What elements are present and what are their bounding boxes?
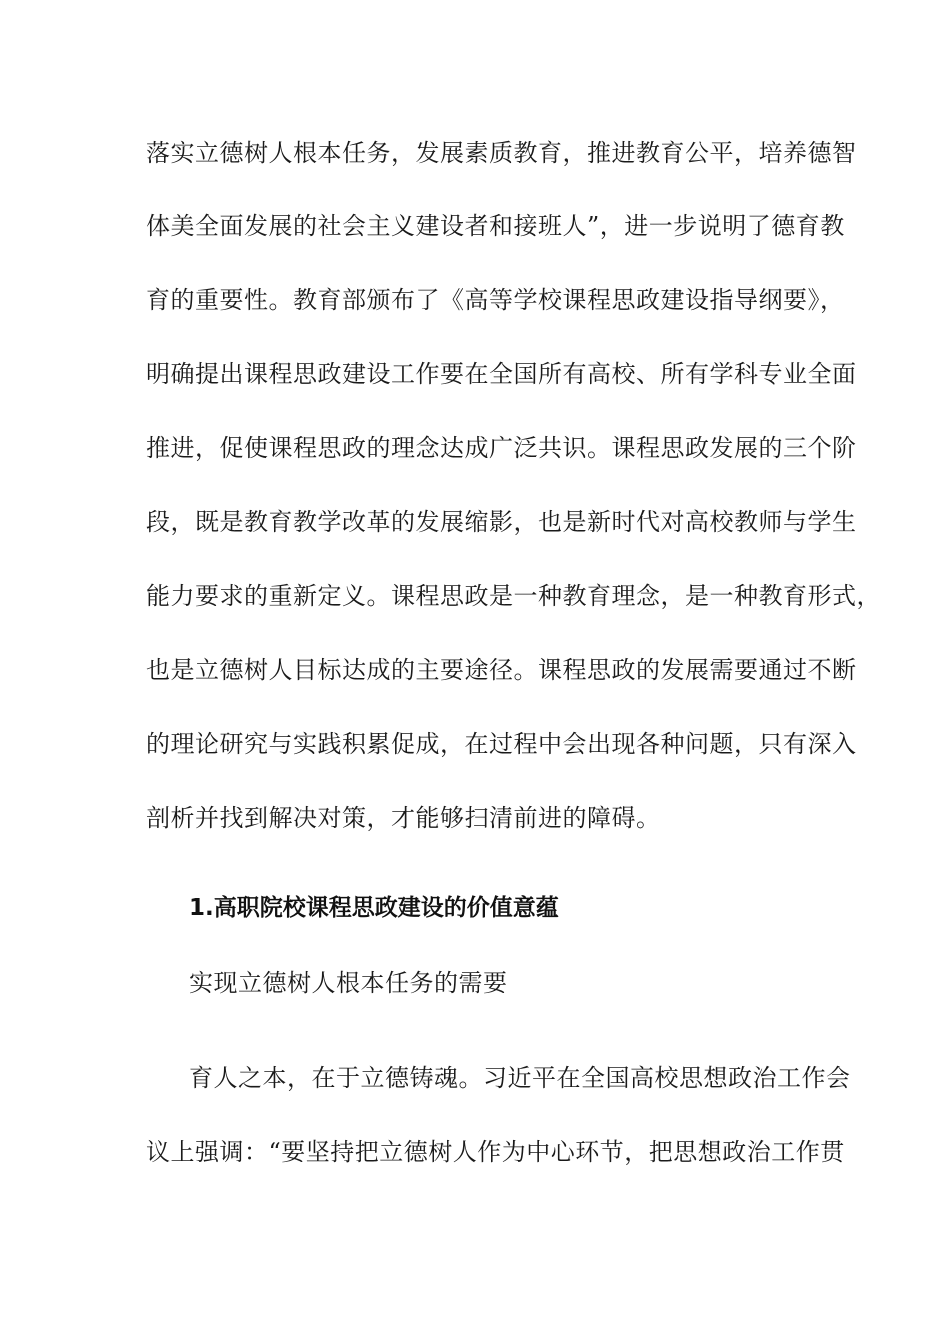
paragraph-line: 体美全面发展的社会主义建设者和接班人”，进一步说明了德育教 [146, 212, 845, 240]
paragraph-line: 议上强调：“要坚持把立德树人作为中心环节，把思想政治工作贯 [146, 1138, 845, 1166]
paragraph-line: 明确提出课程思政建设工作要在全国所有高校、所有学科专业全面 [146, 360, 857, 388]
paragraph-line: 育人之本，在于立德铸魂。习近平在全国高校思想政治工作会 [189, 1064, 851, 1092]
paragraph-line: 也是立德树人目标达成的主要途径。课程思政的发展需要通过不断 [146, 656, 857, 684]
paragraph-line: 段，既是教育教学改革的发展缩影，也是新时代对高校教师与学生 [146, 508, 857, 536]
section-heading: 1.高职院校课程思政建设的价值意蕴 [189, 895, 559, 921]
paragraph-line: 落实立德树人根本任务，发展素质教育，推进教育公平，培养德智 [146, 139, 857, 167]
subsection-heading: 实现立德树人根本任务的需要 [189, 969, 508, 997]
paragraph-line: 剖析并找到解决对策，才能够扫清前进的障碍。 [146, 804, 661, 832]
paragraph-line: 推进，促使课程思政的理念达成广泛共识。课程思政发展的三个阶 [146, 434, 857, 462]
paragraph-line: 能力要求的重新定义。课程思政是一种教育理念，是一种教育形式， [146, 582, 881, 610]
paragraph-line: 育的重要性。教育部颁布了《高等学校课程思政建设指导纲要》， [146, 286, 845, 314]
paragraph-line: 的理论研究与实践积累促成，在过程中会出现各种问题，只有深入 [146, 730, 857, 758]
